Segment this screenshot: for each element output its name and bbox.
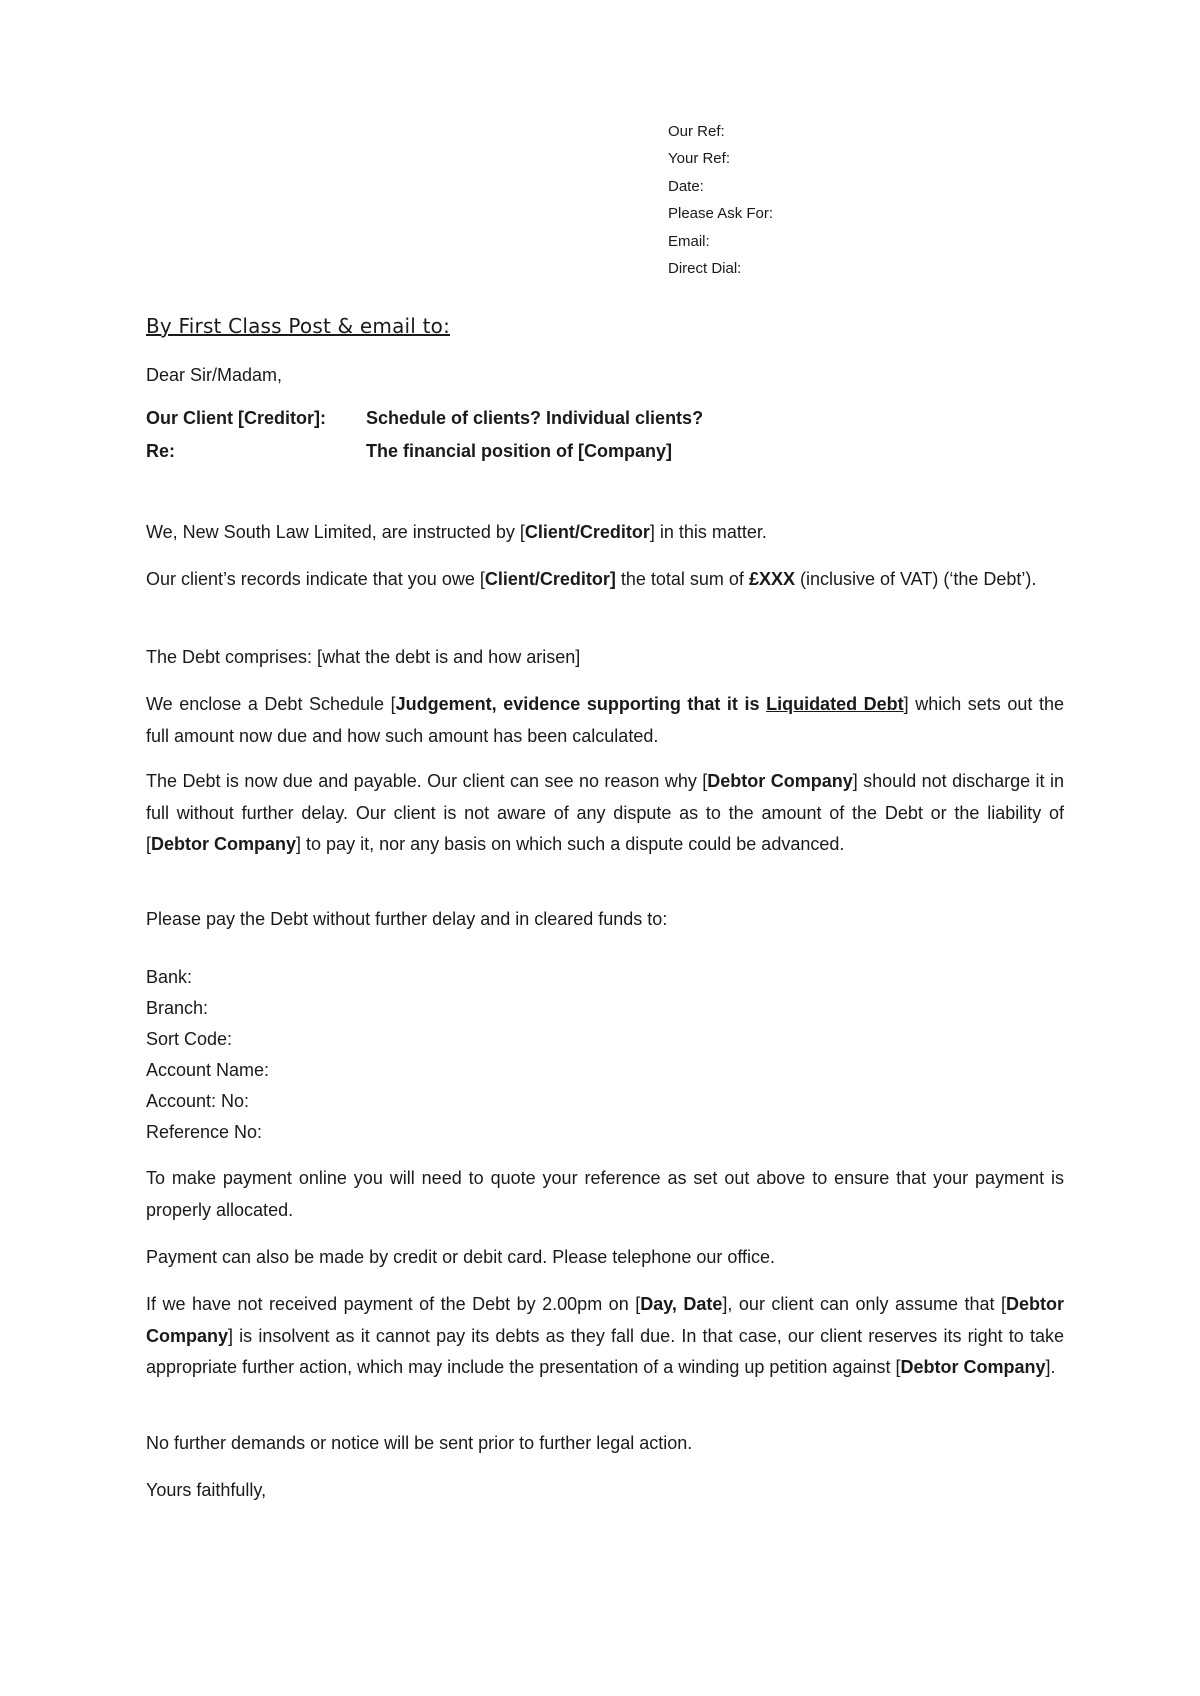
date-label: Date: [668,177,704,195]
text: ], our client can only assume that [ [722,1294,1007,1314]
our-ref-label: Our Ref: [668,123,725,140]
client-value: Schedule of clients? Individual clients? [366,408,704,428]
text: ] to pay it, nor any basis on which such a dispute could be advanced. [296,834,845,854]
salutation: Dear Sir/Madam, [146,365,283,385]
direct-dial-label: Direct Dial: [668,260,742,278]
paragraph-please-pay: Please pay the Debt without further delay and in cleared funds to: [146,909,668,929]
paragraph-deadline [146,1289,1064,1384]
text: To make payment online you will need to quote your reference as set out above to ensure that your payment is properly allocated. [146,1168,1064,1220]
paragraph-debt-comprises: The Debt comprises: [what the debt is and how arisen] [146,647,581,667]
re-row [146,441,672,462]
your-ref-label: Your Ref: [668,150,730,168]
reference-block [668,118,773,282]
client-row [146,408,703,429]
text: ] should not discharge it in full without further delay. Our client is not aware of any dispute as to the amount of the Debt or the liability of [ [146,771,1064,854]
paragraph-card-payment: Payment can also be made by credit or debit card. Please telephone our office. [146,1247,776,1267]
text: the total sum of [615,569,749,589]
date-placeholder: Day, Date [640,1294,723,1314]
debtor-placeholder: Debtor Company [900,1357,1046,1377]
paragraph-due-payable [146,766,1064,861]
sort-code-label: Sort Code: [146,1029,233,1049]
client-label: Our Client [Creditor]: [146,408,326,428]
ask-for-label: Please Ask For: [668,205,774,223]
closing: Yours faithfully, [146,1480,267,1500]
schedule-placeholder: Judgement, evidence supporting that it is [395,694,767,714]
text: If we have not received payment of the Debt by 2.00pm on [ [146,1294,641,1314]
paragraph-debt-schedule [146,689,1064,752]
account-name-label: Account Name: [146,1060,270,1080]
text: Our client’s records indicate that you owe [ [146,569,485,589]
text: We enclose a Debt Schedule [ [146,694,396,714]
text: We, New South Law Limited, are instructed by [ [146,522,525,542]
branch-label: Branch: [146,998,209,1018]
text: ] which sets out the full amount now due and how such amount has been calculated. [146,694,1064,746]
text: ] in this matter. [649,522,767,542]
delivery-heading: By First Class Post & email to: [146,314,451,338]
paragraph-no-further-notice: No further demands or notice will be sent prior to further legal action. [146,1433,693,1453]
text: ] is insolvent as it cannot pay its debts as they fall due. In that case, our client reserves its right to take appropriate further action, which may include the presentation of a winding up petition against [ [146,1325,1064,1377]
liquidated-debt-text: Liquidated Debt [766,694,904,714]
re-value: The financial position of [Company] [366,441,672,461]
client-placeholder: Client/Creditor] [484,569,616,589]
reference-no-label: Reference No: [146,1122,263,1142]
debtor-placeholder: Debtor Company [151,834,297,854]
text: ]. [1045,1357,1056,1377]
debtor-placeholder: Debtor Company [707,771,853,791]
email-label: Email: [668,232,710,250]
debtor-placeholder: Debtor Company [146,1294,1065,1346]
amount-placeholder: £XXX [748,569,795,589]
paragraph-online-payment [146,1163,1064,1226]
bank-details [146,962,269,1148]
bank-label: Bank: [146,967,193,987]
re-label: Re: [146,441,176,461]
account-no-label: Account: No: [146,1091,250,1111]
paragraph-debt-owed [146,564,1064,596]
paragraph-instructed [146,517,1064,549]
text: (inclusive of VAT) (‘the Debt’). [794,569,1037,589]
text: The Debt is now due and payable. Our client can see no reason why [ [146,771,708,791]
client-placeholder: Client/Creditor [524,522,650,542]
